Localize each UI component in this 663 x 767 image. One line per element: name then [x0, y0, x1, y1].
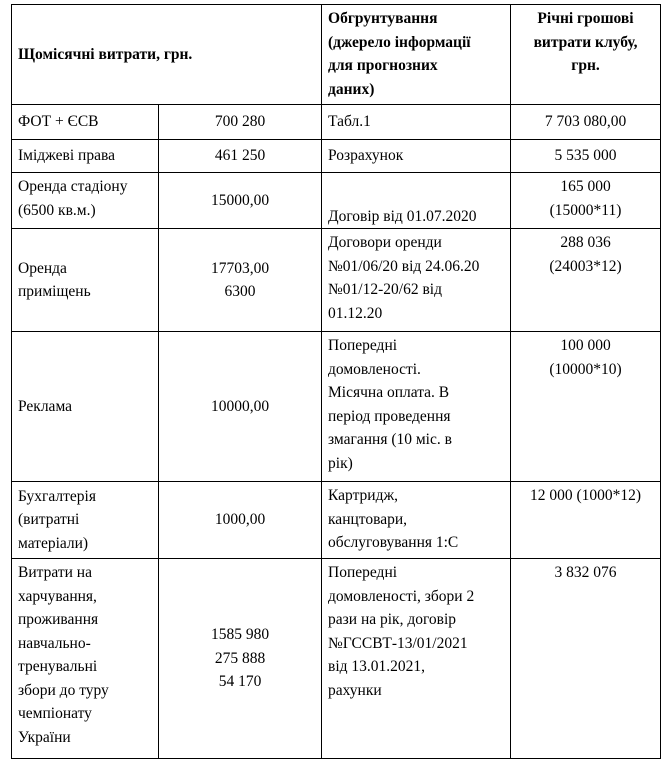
justification-cell: Договори оренди №01/06/20 від 24.06.20 №01/12-20/62 від 01.12.20: [322, 229, 511, 332]
header-monthly-expenses: Щомісячні витрати, грн.: [12, 5, 322, 105]
justification-cell: Попередні домовленості, збори 2 рази на рік, договір №ГССВТ-13/01/2021 від 13.01.2021, рахунки: [322, 559, 511, 759]
item-cell: ФОТ + ЄСВ: [12, 105, 159, 140]
item-cell: Бухгалтерія (витратні матеріали): [12, 482, 159, 559]
table-row: [12, 229, 661, 332]
amount-cell: 17703,00 6300: [159, 229, 322, 332]
table-row: [12, 559, 661, 759]
annual-cell: 7 703 080,00: [511, 105, 661, 140]
justification-cell: Договір від 01.07.2020: [322, 173, 511, 229]
amount-cell: 15000,00: [159, 173, 322, 229]
header-justification: Обгрунтування (джерело інформації для прогнозних даних): [322, 5, 511, 105]
table-header-row: [12, 5, 661, 105]
annual-cell: 3 832 076: [511, 559, 661, 759]
table-row: [12, 482, 661, 559]
table-row: [12, 140, 661, 173]
annual-cell: 5 535 000: [511, 140, 661, 173]
expenses-table: [11, 4, 661, 759]
table-row: [12, 105, 661, 140]
table-row: [12, 173, 661, 229]
table-row: [12, 332, 661, 482]
item-cell: Реклама: [12, 332, 159, 482]
amount-cell: 1000,00: [159, 482, 322, 559]
item-cell: Іміджеві права: [12, 140, 159, 173]
annual-cell: 12 000 (1000*12): [511, 482, 661, 559]
item-cell: Оренда стадіону (6500 кв.м.): [12, 173, 159, 229]
annual-cell: 100 000 (10000*10): [511, 332, 661, 482]
item-cell: Оренда приміщень: [12, 229, 159, 332]
justification-cell: Попередні домовлeності. Місячна оплата. В період проведення змагання (10 міс. в рік): [322, 332, 511, 482]
amount-cell: 461 250: [159, 140, 322, 173]
header-annual-expenses: Річні грошові витрати клубу, грн.: [511, 5, 661, 105]
annual-cell: 288 036 (24003*12): [511, 229, 661, 332]
item-cell: Витрати на харчування, проживання навчально- тренувальні збори до туру чемпіонату України: [12, 559, 159, 759]
amount-cell: 700 280: [159, 105, 322, 140]
annual-cell: 165 000 (15000*11): [511, 173, 661, 229]
justification-cell: Розрахунок: [322, 140, 511, 173]
justification-cell: Картридж, канцтовари, обслуговування 1:С: [322, 482, 511, 559]
justification-cell: Табл.1: [322, 105, 511, 140]
amount-cell: 1585 980 275 888 54 170: [159, 559, 322, 759]
amount-cell: 10000,00: [159, 332, 322, 482]
